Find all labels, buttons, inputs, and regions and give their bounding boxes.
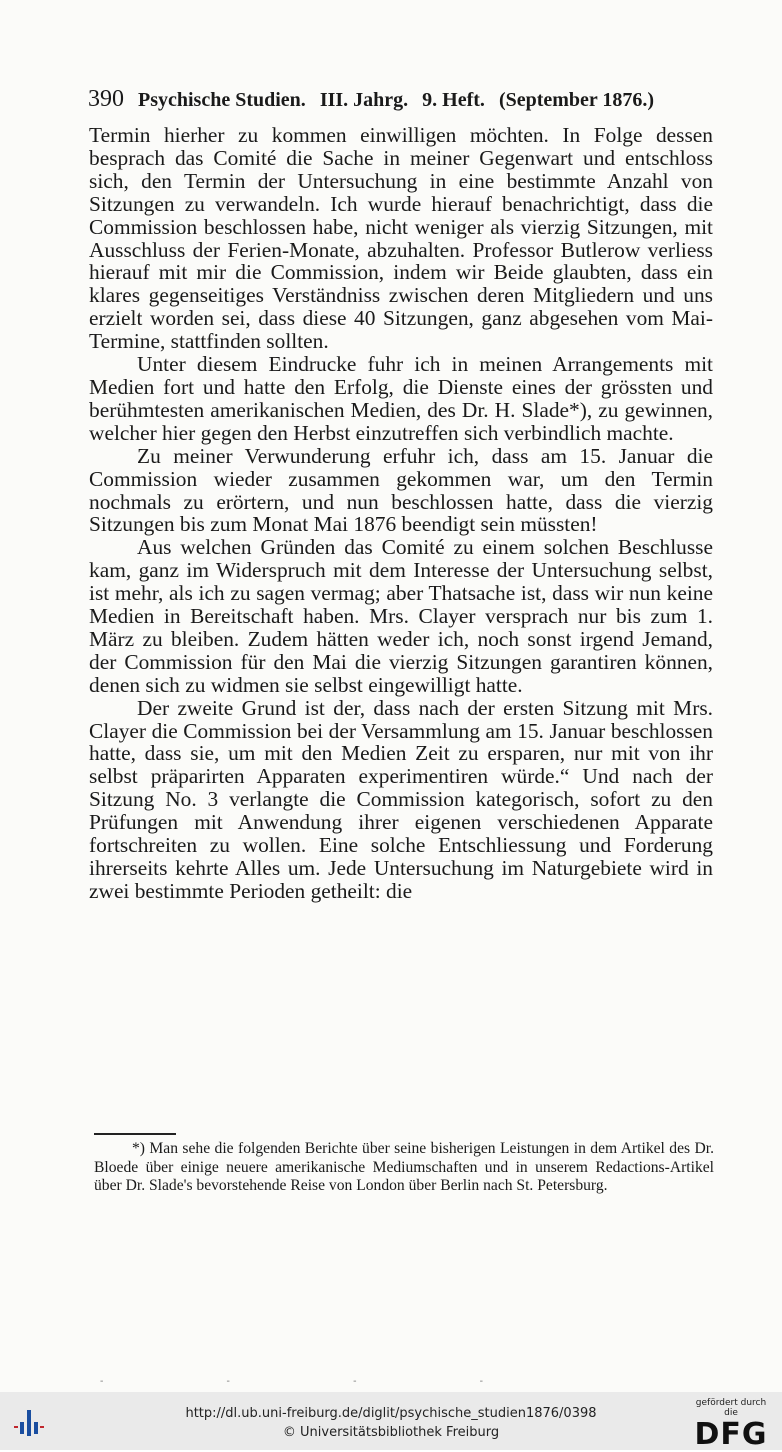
dfg-caption: gefördert durch die — [695, 1398, 767, 1418]
source-url-link[interactable]: http://dl.ub.uni-freiburg.de/diglit/psychische_studien1876/0398 — [185, 1406, 597, 1421]
running-header — [88, 86, 710, 116]
journal-title: Psychische Studien. — [138, 89, 306, 111]
dfg-logo-text: DFG — [694, 1417, 768, 1452]
paragraph: Termin hierher zu kommen einwilligen möchten. In Folge dessen besprach das Comité die Sache in meiner Gegenwart und entschloss sich, den Termin der Untersuchung in eine bestimmte Anzahl von Sitzungen zu verwandeln. Ich wurde hierauf benachrichtigt, dass die Commission beschlossen habe, nicht weniger als vierzig Sitzungen, mit Ausschluss der Ferien-Monate, abzuhalten. Professor Butlerow verliess hierauf mit mir die Commission, indem wir Beide glaubten, dass ein klares gegenseitiges Verständniss zwischen deren Mitgliedern und uns erzielt worden sei, dass diese 40 Sitzungen, ganz abgesehen vom Mai-Termine, stattfinden sollten. — [89, 123, 713, 354]
print-marks: - - - - — [100, 1376, 544, 1387]
issue-label: 9. Heft. — [422, 89, 485, 111]
viewer-footer — [0, 1392, 782, 1450]
page-number: 390 — [88, 86, 124, 112]
copyright-notice: © Universitätsbibliothek Freiburg — [282, 1425, 500, 1440]
paragraph: Unter diesem Eindrucke fuhr ich in meinen Arrangements mit Medien fort und hatte den Erfolg, die Dienste eines der grössten und berühmtesten amerikanischen Medien, des Dr. H. Slade*), zu gewinnen, welcher hier gegen den Herbst einzutreffen sich verbindlich machte. — [89, 352, 713, 445]
paragraph: Zu meiner Verwunderung erfuhr ich, dass am 15. Januar die Commission wieder zusammen gekommen war, um den Termin nochmals zu erörtern, und nun beschlossen hatte, dass die vierzig Sitzungen bis zum Monat Mai 1876 beendigt sein müssten! — [89, 443, 713, 537]
paragraph: Aus welchen Gründen das Comité zu einem solchen Beschlusse kam, ganz im Widerspruch mit dem Interesse der Untersuchung selbst, ist mehr, als ich zu sagen vermag; aber Thatsache ist, dass wir nun keine Medien in Bereitschaft haben. Mrs. Clayer versprach nur bis zum 1. März zu bleiben. Zudem hätten weder ich, noch sonst irgend Jemand, der Commission für den Mai die vierzig Sitzungen garantiren können, denen sich zu widmen sie selbst eingewilligt hatte. — [89, 535, 713, 697]
paragraph: Der zweite Grund ist der, dass nach der ersten Sitzung mit Mrs. Clayer die Commission bei der Versammlung am 15. Januar beschlossen hatte, dass sie, um mit den Medien Zeit zu ersparen, nur mit von ihr selbst präparirten Apparaten experimentiren würde.“ Und nach der Sitzung No. 3 verlangte die Commission kategorisch, sofort zu den Prüfungen mit Anwendung ihrer eigenen verschiedenen Apparate fortschreiten zu wollen. Eine solche Entschliessung und Forderung ihrerseits kehrte Alles um. Jede Untersuchung im Naturgebiete wird in zwei bestimmte Perioden getheilt: die — [89, 695, 713, 903]
footnote: *) Man sehe die folgenden Berichte über seine bisherigen Leistungen in dem Artikel des Dr. Bloede über einige neuere amerikanische Mediumschaften und in unserem Redactions-Artikel über Dr. Slade's bevorstehende Reise von London über Berlin nach St. Petersburg. — [94, 1140, 714, 1195]
volume-label: III. Jahrg. — [319, 89, 409, 111]
issue-date: (September 1876.) — [498, 89, 655, 111]
footnote-divider — [94, 1133, 176, 1135]
body-text — [89, 124, 713, 903]
dfg-logo — [688, 1398, 774, 1452]
